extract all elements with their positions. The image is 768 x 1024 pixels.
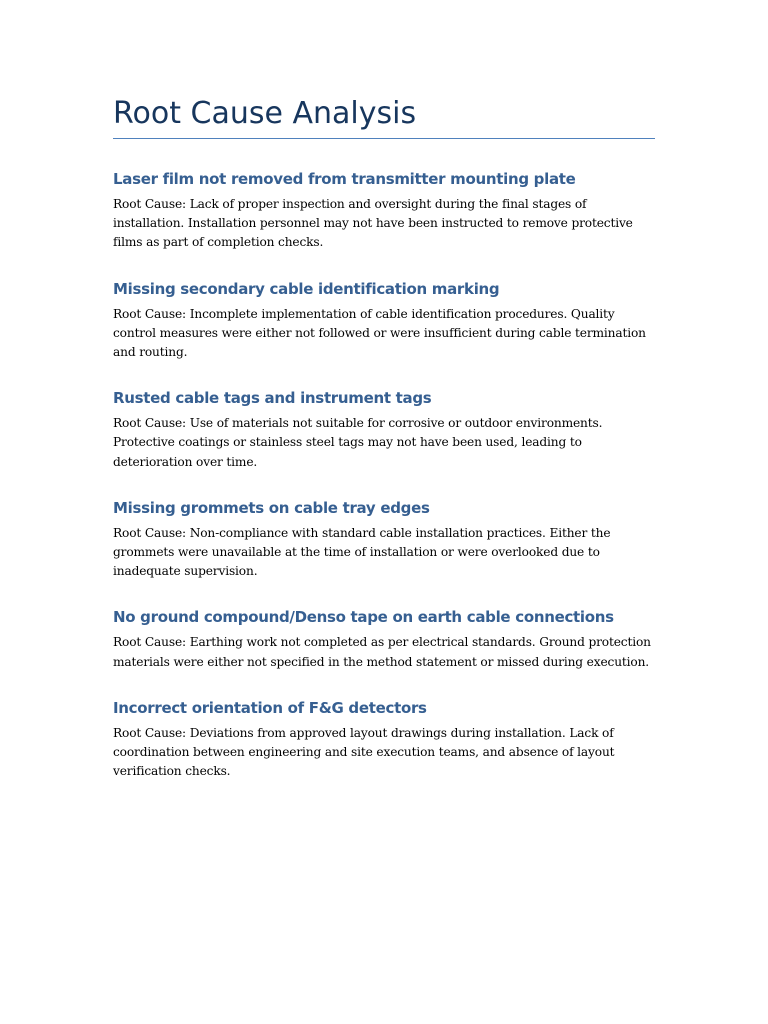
section-body: Root Cause: Non-compliance with standard cable installation practices. Either the grommets were unavailable at the time of installation or were overlooked due to inadequate supervision. xyxy=(113,525,611,579)
document-page xyxy=(113,96,655,808)
section-detector-orientation xyxy=(113,699,655,782)
section-missing-grommets xyxy=(113,499,655,582)
title-divider xyxy=(113,138,655,139)
section-rusted-tags xyxy=(113,389,655,472)
section-ground-compound xyxy=(113,608,655,671)
section-heading: Laser film not removed from transmitter mounting plate xyxy=(113,170,576,188)
section-body: Root Cause: Incomplete implementation of cable identification procedures. Quality control measures were either not followed or were insufficient during cable termination and routing. xyxy=(113,306,646,360)
section-heading: Rusted cable tags and instrument tags xyxy=(113,389,432,408)
page-title: Root Cause Analysis xyxy=(113,96,417,131)
section-body: Root Cause: Earthing work not completed as per electrical standards. Ground protection materials were either not specified in the method statement or missed during execution. xyxy=(113,635,651,669)
section-laser-film xyxy=(113,170,655,253)
section-heading: Incorrect orientation of F&G detectors xyxy=(113,698,427,717)
section-heading: Missing secondary cable identification marking xyxy=(113,279,500,298)
section-cable-identification xyxy=(113,280,655,363)
section-body: Root Cause: Deviations from approved layout drawings during installation. Lack of coordination between engineering and site execution teams, and absence of layout verification checks. xyxy=(113,725,615,779)
section-heading: Missing grommets on cable tray edges xyxy=(113,498,430,517)
section-body: Root Cause: Lack of proper inspection and oversight during the final stages of installation. Installation personnel may not have been instructed to remove protective films as part of completion checks. xyxy=(113,197,633,250)
section-body: Root Cause: Use of materials not suitable for corrosive or outdoor environments. Protective coatings or stainless steel tags may not have been used, leading to deterioration over time. xyxy=(113,416,603,469)
section-heading: No ground compound/Denso tape on earth cable connections xyxy=(113,608,614,627)
